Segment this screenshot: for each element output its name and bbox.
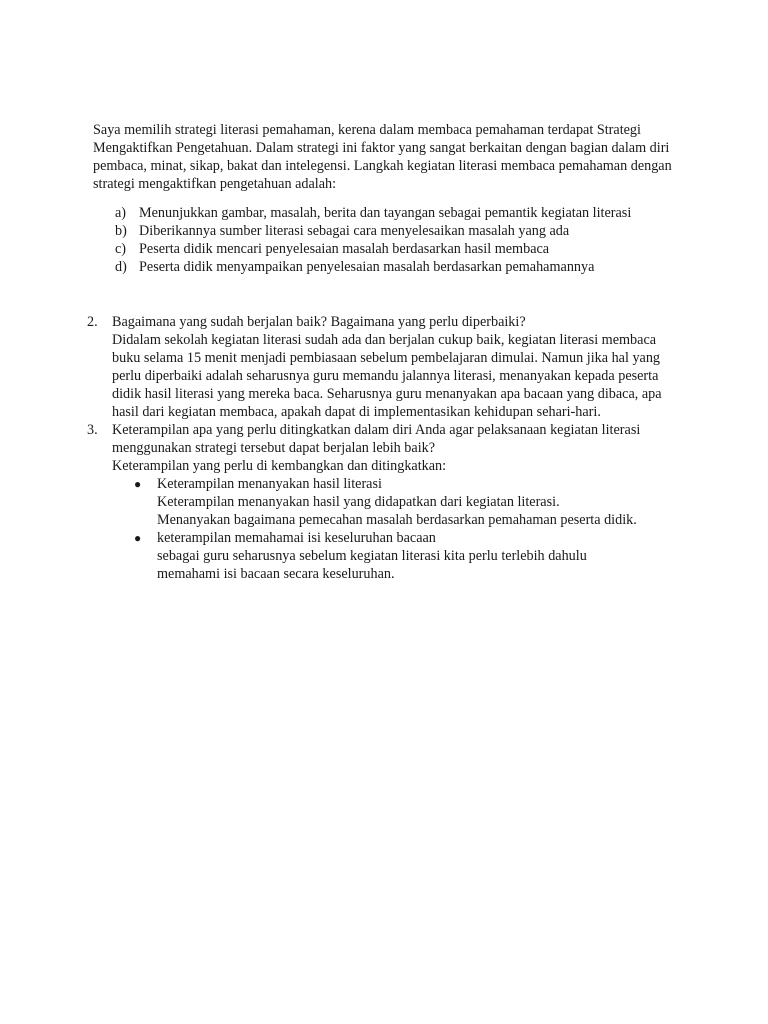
strategy-step-b — [115, 222, 675, 240]
skill-title: Keterampilan menanyakan hasil literasi — [157, 476, 382, 492]
strategy-steps-list — [115, 204, 675, 276]
question-number: 3. — [87, 422, 98, 438]
skill-detail: Menanyakan bagaimana pemecahan masalah berdasarkan pemahaman peserta didik. — [157, 512, 637, 528]
bullet-icon: ● — [134, 477, 142, 491]
bullet-icon: ● — [134, 531, 142, 545]
step-marker: b) — [115, 223, 127, 239]
step-text: Peserta didik menyampaikan penyelesaian masalah berdasarkan pemahamannya — [139, 259, 595, 275]
step-text: Diberikannya sumber literasi sebagai cara menyelesaikan masalah yang ada — [139, 223, 570, 239]
step-marker: a) — [115, 205, 127, 221]
question-number: 2. — [87, 314, 98, 330]
skill-detail: sebagai guru seharusnya sebelum kegiatan literasi kita perlu terlebih dahulu memahami isi bacaan secara keseluruhan. — [157, 548, 587, 582]
step-text: Peserta didik mencari penyelesaian masalah berdasarkan hasil membaca — [139, 241, 550, 257]
step-text: Menunjukkan gambar, masalah, berita dan tayangan sebagai pemantik kegiatan literasi — [139, 205, 632, 221]
intro-paragraph: Saya memilih strategi literasi pemahaman, kerena dalam membaca pemahaman terdapat Strategi Mengaktifkan Pengetahuan. Dalam strategi ini faktor yang sangat berkaitan dengan bagian dalam diri pembaca, minat, sikap, bakat dan intelegensi. Langkah kegiatan literasi membaca pemahaman dengan strategi mengaktifkan pengetahuan adalah: — [93, 122, 672, 192]
strategy-step-d — [115, 258, 675, 276]
strategy-step-c — [115, 240, 675, 258]
skill-item — [134, 475, 647, 529]
answer-text: Didalam sekolah kegiatan literasi sudah ada dan berjalan cukup baik, kegiatan literasi membaca buku selama 15 menit menjadi pembiasaan sebelum pembelajaran dimulai. Namun jika hal yang perlu diperbaiki adalah seharusnya guru memandu jalannya literasi, menanyakan kepada peserta didik hasil literasi yang mereka baca. Seharusnya guru menanyakan apa bacaan yang dibaca, apa hasil dari kegiatan membaca, apakah dapat di implementasikan kehidupan sehari-hari. — [112, 332, 662, 420]
question-text: Keterampilan apa yang perlu ditingkatkan dalam diri Anda agar pelaksanaan kegiatan literasi menggunakan strategi tersebut dapat berjalan lebih baik? — [112, 422, 641, 456]
question-list — [87, 313, 687, 583]
skill-title: keterampilan memahamai isi keseluruhan bacaan — [157, 530, 436, 546]
skill-detail: Keterampilan menanyakan hasil yang didapatkan dari kegiatan literasi. — [157, 494, 560, 510]
question-text: Bagaimana yang sudah berjalan baik? Bagaimana yang perlu diperbaiki? — [112, 314, 526, 330]
step-marker: c) — [115, 241, 127, 257]
question-2 — [87, 313, 687, 421]
strategy-step-a — [115, 204, 675, 222]
skill-item — [134, 529, 647, 583]
answer-lead: Keterampilan yang perlu di kembangkan dan ditingkatkan: — [112, 458, 447, 474]
step-marker: d) — [115, 259, 127, 275]
question-3 — [87, 421, 687, 583]
skills-bullet-list — [112, 475, 647, 583]
